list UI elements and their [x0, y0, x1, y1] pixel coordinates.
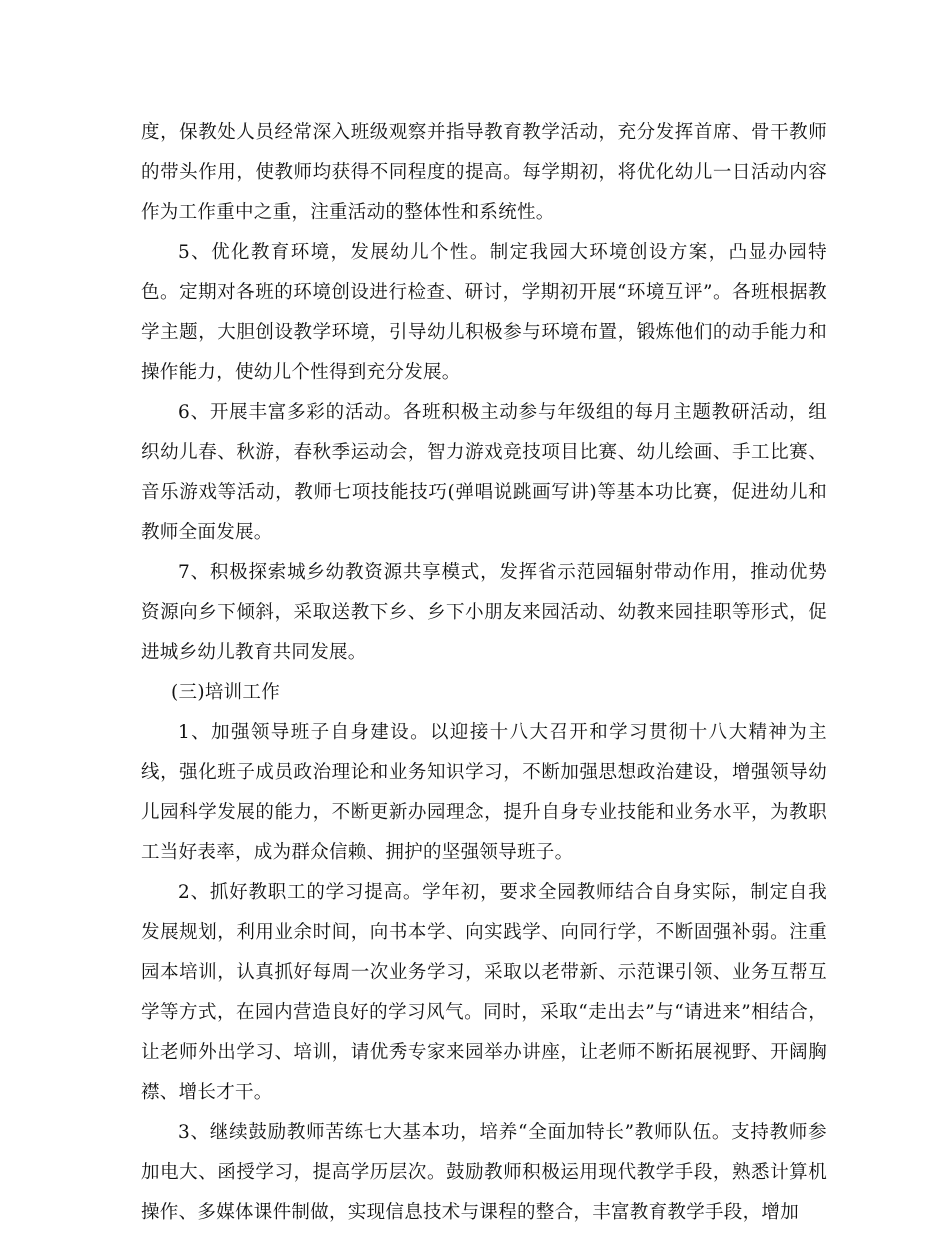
paragraph-training-3: 3、继续鼓励教师苦练七大基本功，培养“全面加特长”教师队伍。支持教师参加电大、函授学习，提高学历层次。鼓励教师积极运用现代教学手段，熟悉计算机操作、多媒体课件制做，实现信息技术与课程的整合，丰富教育教学手段，增加 [141, 1122, 827, 1223]
paragraph-continuation: 度，保教处人员经常深入班级观察并指导教育教学活动，充分发挥首席、骨干教师的带头作用，使教师均获得不同程度的提高。每学期初，将优化幼儿一日活动内容作为工作重中之重，注重活动的整体性和系统性。 [141, 122, 827, 223]
paragraph-item-6: 6、开展丰富多彩的活动。各班积极主动参与年级组的每月主题教研活动，组织幼儿春、秋游，春秋季运动会，智力游戏竞技项目比赛、幼儿绘画、手工比赛、音乐游戏等活动，教师七项技能技巧(弹唱说跳画写讲)等基本功比赛，促进幼儿和教师全面发展。 [141, 402, 827, 543]
document-body [141, 113, 827, 1233]
section-heading-training: (三)培训工作 [171, 682, 281, 703]
paragraph-item-7: 7、积极探索城乡幼教资源共享模式，发挥省示范园辐射带动作用，推动优势资源向乡下倾斜，采取送教下乡、乡下小朋友来园活动、幼教来园挂职等形式，促进城乡幼儿教育共同发展。 [141, 562, 827, 663]
paragraph-item-5: 5、优化教育环境，发展幼儿个性。制定我园大环境创设方案，凸显办园特色。定期对各班的环境创设进行检查、研讨，学期初开展“环境互评”。各班根据教学主题，大胆创设教学环境，引导幼儿积极参与环境布置，锻炼他们的动手能力和操作能力，使幼儿个性得到充分发展。 [141, 242, 827, 383]
paragraph-training-2: 2、抓好教职工的学习提高。学年初，要求全园教师结合自身实际，制定自我发展规划，利用业余时间，向书本学、向实践学、向同行学，不断固强补弱。注重园本培训，认真抓好每周一次业务学习，采取以老带新、示范课引领、业务互帮互学等方式，在园内营造良好的学习风气。同时，采取“走出去”与“请进来”相结合，让老师外出学习、培训，请优秀专家来园举办讲座，让老师不断拓展视野、开阔胸襟、增长才干。 [141, 882, 827, 1103]
paragraph-training-1: 1、加强领导班子自身建设。以迎接十八大召开和学习贯彻十八大精神为主线，强化班子成员政治理论和业务知识学习，不断加强思想政治建设，增强领导幼儿园科学发展的能力，不断更新办园理念，提升自身专业技能和业务水平，为教职工当好表率，成为群众信赖、拥护的坚强领导班子。 [141, 722, 827, 863]
